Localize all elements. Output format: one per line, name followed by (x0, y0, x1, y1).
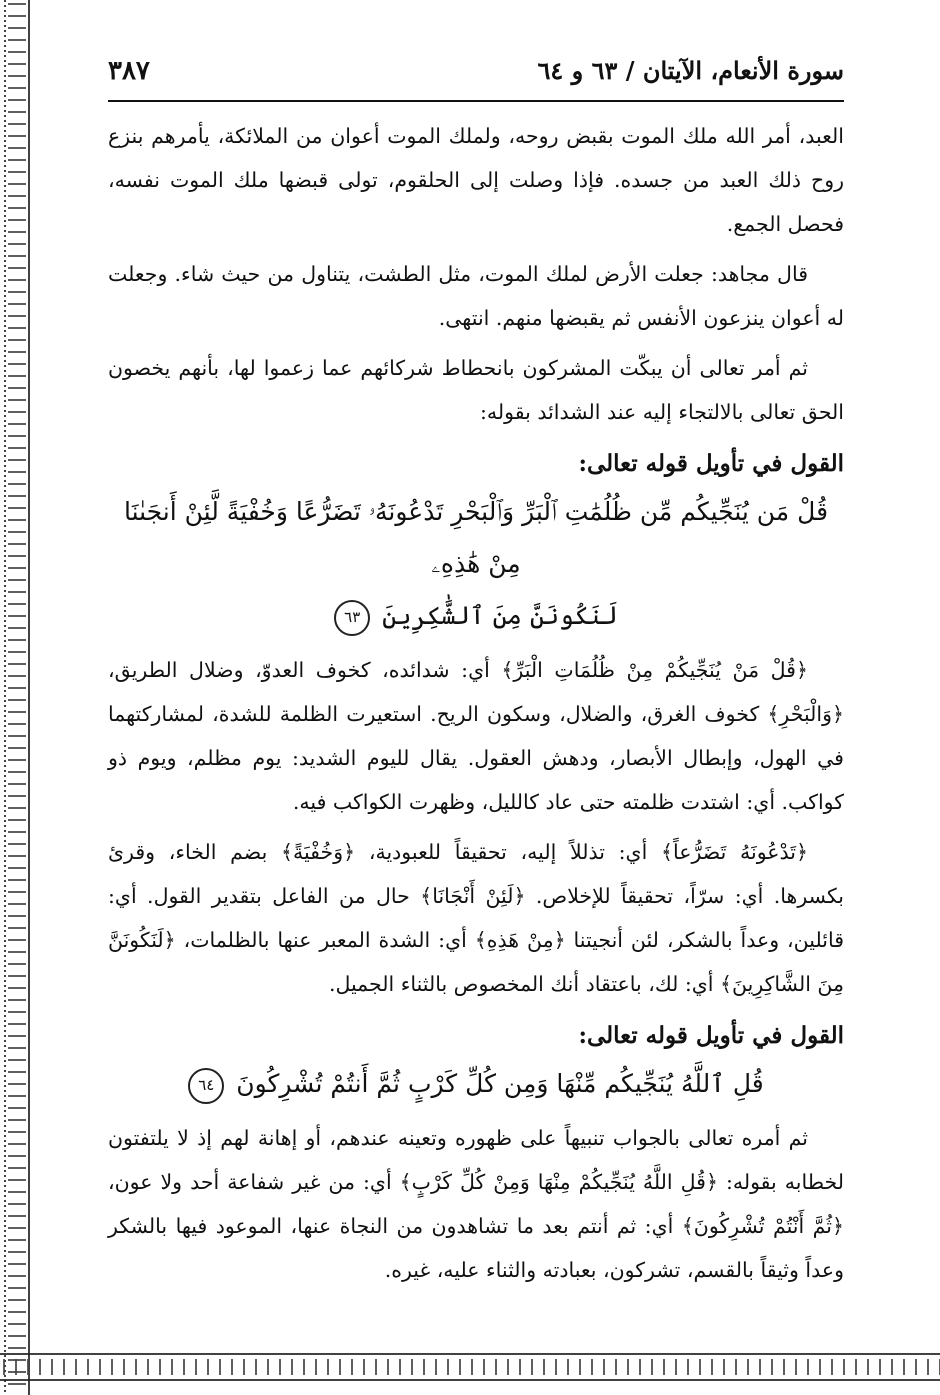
paragraph-5: ﴿تَدْعُونَهُ تَضَرُّعاً﴾ أي: تذللاً إليه، تحقيقاً للعبودية، ﴿وَخُفْيَةً﴾ بضم الخاء، وقرئ بكسرها. أي: سرّاً، تحقيقاً للإخلاص. ﴿لَئِنْ أَنْجَانَا﴾ حال من الفاعل بتقدير القول. أي: قائلين، وعداً بالشكر، لئن أنجيتنا ﴿مِنْ هَذِهِ﴾ أي: الشدة المعبر عنها بالظلمات، ﴿لَنَكُونَنَّ مِنَ الشَّاكِرِينَ﴾ أي: لك، باعتقاد أنك المخصوص بالثناء الجميل. (108, 840, 844, 996)
running-title: سورة الأنعام، الآيتان / ٦٣ و ٦٤ (537, 56, 844, 85)
book-page (108, 50, 844, 1292)
ornamental-border-left (4, 0, 30, 1395)
paragraph-6: ثم أمره تعالى بالجواب تنبيهاً على ظهوره وتعينه عندهم، أو إهانة لهم إذ لا يلتفتون لخطابه بقوله: ﴿قُلِ اللَّهُ يُنَجِّيكُمْ مِنْهَا وَمِنْ كُلِّ كَرْبٍ﴾ أي: من غير شفاعة أحد ولا عون، ﴿ثُمَّ أَنْتُمْ تُشْرِكُونَ﴾ أي: ثم أنتم بعد ما تشاهدون من النجاة عنها، الموعود فيها بالشكر وعداً وثيقاً بالقسم، تشركون، بعبادته والثناء عليه، غيره. (108, 1126, 844, 1282)
page-number: ٣٨٧ (108, 56, 150, 86)
paragraph-1: العبد، أمر الله ملك الموت بقبض روحه، ولملك الموت أعوان من الملائكة، يأمرهم بنزع روح ذلك العبد من جسده. فإذا وصلت إلى الحلقوم، تولى قبضها ملك الموت نفسه، فحصل الجمع. (108, 124, 844, 236)
verse-63-text: لَنَكُونَنَّ مِنَ ٱلشَّٰكِرِينَ (382, 601, 618, 630)
section-heading-1: القول في تأويل قوله تعالى: (578, 450, 844, 477)
section-heading-2: القول في تأويل قوله تعالى: (578, 1022, 844, 1049)
page-header (108, 50, 844, 102)
verse-64-line-1 (108, 1058, 844, 1110)
verse-64-text: قُلِ ٱللَّهُ يُنَجِّيكُم مِّنْهَا وَمِن كُلِّ كَرْبٍ ثُمَّ أَنتُمْ تُشْرِكُونَ (236, 1069, 764, 1098)
ornamental-border-bottom (0, 1353, 940, 1381)
paragraph-4: ﴿قُلْ مَنْ يُنَجِّيكُمْ مِنْ ظُلُمَاتِ الْبَرِّ﴾ أي: شدائده، كخوف العدوّ، وضلال الطريق، ﴿وَالْبَحْرِ﴾ كخوف الغرق، والضلال، وسكون الريح. استعيرت الظلمة للشدة، لمشاركتهما في الهول، وإبطال الأبصار، ودهش العقول. يقال لليوم الشديد: يوم مظلم، ويوم ذو كواكب. أي: اشتدت ظلمته حتى عاد كالليل، وظهرت الكواكب فيه. (108, 658, 844, 814)
paragraph-2: قال مجاهد: جعلت الأرض لملك الموت، مثل الطشت، يتناول من حيث شاء. وجعلت له أعوان ينزعون الأنفس ثم يقبضها منهم. انتهى. (108, 262, 844, 330)
paragraph-3: ثم أمر تعالى أن يبكّت المشركون بانحطاط شركائهم عما زعموا لها، بأنهم يخصون الحق تعالى بالالتجاء إليه عند الشدائد بقوله: (108, 356, 844, 424)
ayah-number-64: ٦٤ (188, 1068, 224, 1104)
verse-63-line-2 (108, 590, 844, 642)
verse-63-line-1: قُلْ مَن يُنَجِّيكُم مِّن ظُلُمَٰتِ ٱلْبَرِّ وَٱلْبَحْرِ تَدْعُونَهُۥ تَضَرُّعًا وَخُفْيَةً لَّئِنْ أَنجَىٰنَا مِنْ هَٰذِهِۦ (123, 497, 829, 578)
ayah-number-63: ٦٣ (334, 600, 370, 636)
